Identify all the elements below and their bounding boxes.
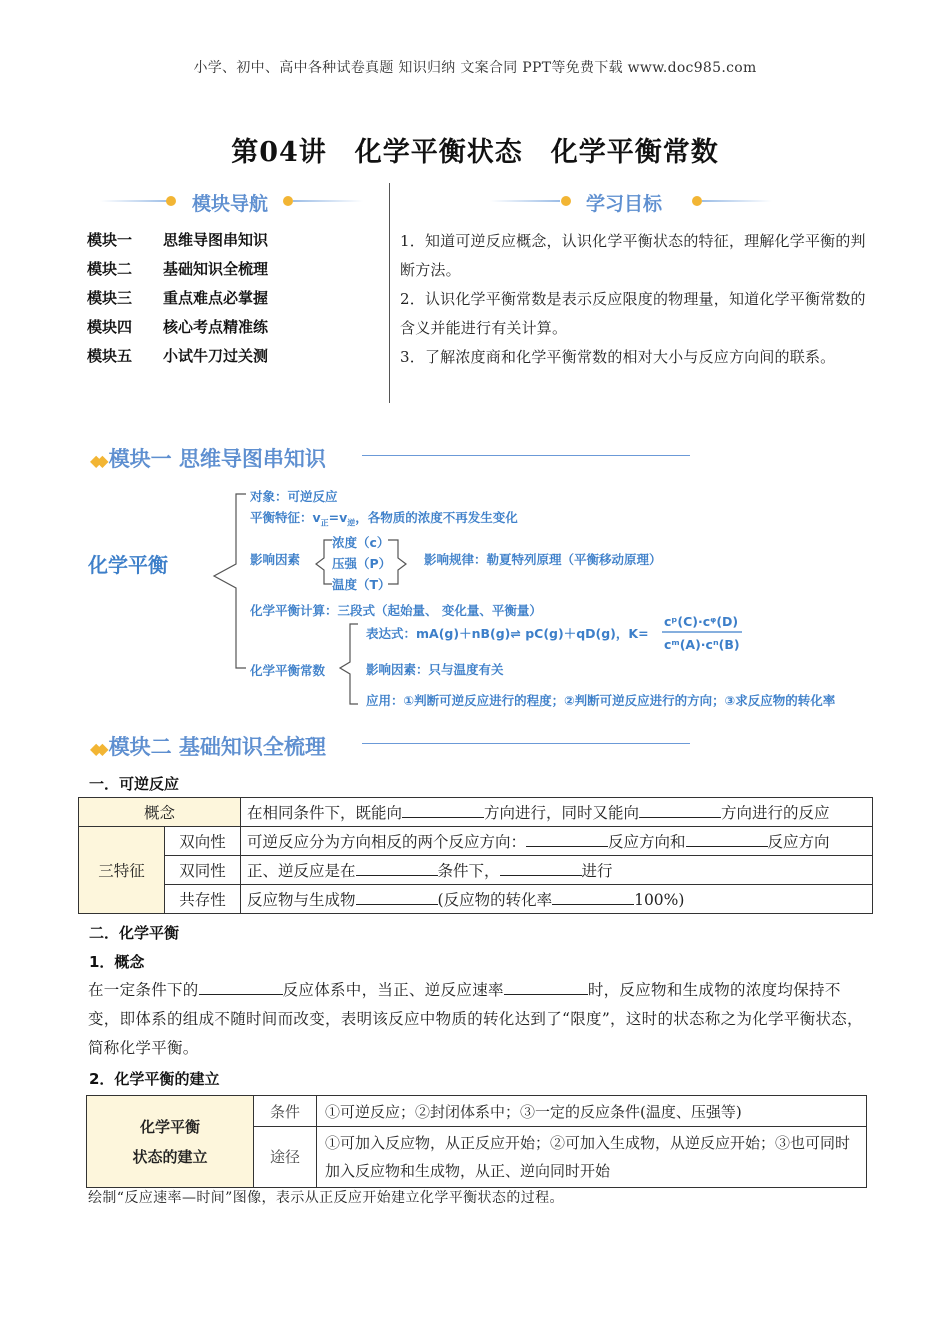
title-topic-2: 化学平衡常数 xyxy=(550,137,719,168)
module1-heading: ◆◆ 模块一 思维导图串知识 xyxy=(90,447,326,471)
title-topic-1: 化学平衡状态 xyxy=(354,137,523,168)
fill-blank[interactable] xyxy=(526,832,608,847)
sec2-heading: 二．化学平衡 xyxy=(89,924,180,942)
fill-blank[interactable] xyxy=(504,980,588,995)
fill-blank[interactable] xyxy=(356,861,438,876)
sec2-sub1: 1．概念 xyxy=(89,953,145,971)
mindmap-constant-label: 化学平衡常数 xyxy=(250,663,326,678)
mindmap-expr-numerator: cᵖ(C)·cᵠ(D) xyxy=(664,614,739,629)
mindmap-calc: 化学平衡计算：三段式（起始量、 变化量、平衡量） xyxy=(250,603,542,618)
fill-blank[interactable] xyxy=(500,861,582,876)
equilibrium-concept-paragraph: 在一定条件下的 反应体系中，当正、逆反应速率 时，反应物和生成物的浓度均保持不变，即体系的组成不随时间而改变，表明该反应中物质的转化达到了“限度”，这时的状态称之为化学平衡状态，简称化学平衡。 xyxy=(88,981,863,1057)
page-title xyxy=(0,130,950,169)
double-chevron-icon: ◆◆ xyxy=(90,739,103,758)
fill-blank[interactable] xyxy=(639,803,721,818)
module1-rule xyxy=(362,455,690,456)
learning-goals xyxy=(400,227,868,372)
nav-item[interactable]: 模块三 重点难点必掌握 xyxy=(87,289,269,307)
fill-blank[interactable] xyxy=(356,890,438,905)
nav-item[interactable]: 模块五 小试牛刀过关测 xyxy=(87,347,269,365)
goals-heading: 学习目标 xyxy=(586,193,663,215)
column-divider xyxy=(389,183,390,403)
fill-blank[interactable] xyxy=(199,980,283,995)
mindmap-factors-label: 影响因素 xyxy=(250,552,301,567)
mindmap-factor: 压强（P） xyxy=(332,556,392,571)
mindmap-expr-denominator: cᵐ(A)·cⁿ(B) xyxy=(664,637,740,652)
header-note: 小学、初中、高中各种试卷真题 知识归纳 文案合同 PPT等免费下载 www.doc985.com xyxy=(193,60,757,76)
mindmap-feature: 平衡特征：$v_正=v_逆$，各物质的浓度不再发生变化 xyxy=(250,510,518,528)
mindmap-factor: 温度（T） xyxy=(332,577,391,592)
double-chevron-icon: ◆◆ xyxy=(90,451,103,470)
nav-item[interactable]: 模块二 基础知识全梳理 xyxy=(87,260,269,278)
sec1-heading: 一．可逆反应 xyxy=(89,775,180,793)
three-features-label: 三特征 xyxy=(79,827,165,914)
feature-label: 共存性 xyxy=(165,885,241,914)
mindmap-factor: 浓度（c） xyxy=(332,535,390,550)
mindmap-object: 对象：可逆反应 xyxy=(250,489,338,504)
equilibrium-establishment-table xyxy=(86,1095,867,1188)
fill-blank[interactable] xyxy=(552,890,634,905)
path-label: 途径 xyxy=(254,1127,317,1188)
concept-label: 概念 xyxy=(79,798,241,827)
reversible-reaction-table xyxy=(78,797,873,914)
feature-label: 双向性 xyxy=(165,827,241,856)
sec2-sub2: 2．化学平衡的建立 xyxy=(89,1070,220,1088)
goal-item: 1．知道可逆反应概念，认识化学平衡状态的特征，理解化学平衡的判断方法。 xyxy=(400,232,866,279)
fill-blank[interactable] xyxy=(686,832,768,847)
graph-instruction-note: 绘制“反应速率—时间”图像，表示从正反应开始建立化学平衡状态的过程。 xyxy=(88,1190,564,1206)
concept-cell: 在相同条件下，既能向 方向进行，同时又能向 方向进行的反应 xyxy=(241,798,873,827)
feature-label: 双同性 xyxy=(165,856,241,885)
feature-cell: 可逆反应分为方向相反的两个反应方向： 反应方向和 反应方向 xyxy=(241,827,873,856)
feature-cell: 反应物与生成物 (反应物的转化率 100%) xyxy=(241,885,873,914)
establishment-label: 化学平衡 状态的建立 xyxy=(87,1096,254,1188)
mindmap-factors-rule: 影响规律：勒夏特列原理（平衡移动原理） xyxy=(424,552,662,567)
mindmap-expression: 表达式：mA(g)＋nB(g)⇌ pC(g)＋qD(g)，K= xyxy=(366,626,649,641)
nav-item[interactable]: 模块四 核心考点精准练 xyxy=(87,318,269,336)
mindmap-application: 应用：①判断可逆反应进行的程度；②判断可逆反应进行的方向；③求反应物的转化率 xyxy=(366,693,836,708)
nav-heading: 模块导航 xyxy=(192,193,269,215)
condition-label: 条件 xyxy=(254,1096,317,1127)
nav-item[interactable]: 模块一 思维导图串知识 xyxy=(87,231,269,249)
fill-blank[interactable] xyxy=(402,803,484,818)
title-lesson: 第04讲 xyxy=(231,137,327,168)
mindmap-constant-factor: 影响因素：只与温度有关 xyxy=(366,662,504,677)
condition-cell: ①可逆反应；②封闭体系中；③一定的反应条件(温度、压强等) xyxy=(317,1096,867,1127)
module2-heading: ◆◆ 模块二 基础知识全梳理 xyxy=(90,735,326,759)
feature-cell: 正、逆反应是在 条件下， 进行 xyxy=(241,856,873,885)
module2-rule xyxy=(362,743,690,744)
mindmap-root: 化学平衡 xyxy=(88,553,168,577)
goal-item: 3．了解浓度商和化学平衡常数的相对大小与反应方向间的联系。 xyxy=(400,348,836,366)
module-nav-list xyxy=(87,229,268,374)
path-cell: ①可加入反应物，从正反应开始；②可加入生成物，从逆反应开始；③也可同时加入反应物和生成物，从正、逆向同时开始 xyxy=(317,1127,867,1188)
goal-item: 2．认识化学平衡常数是表示反应限度的物理量，知道化学平衡常数的含义并能进行有关计算。 xyxy=(400,290,866,337)
